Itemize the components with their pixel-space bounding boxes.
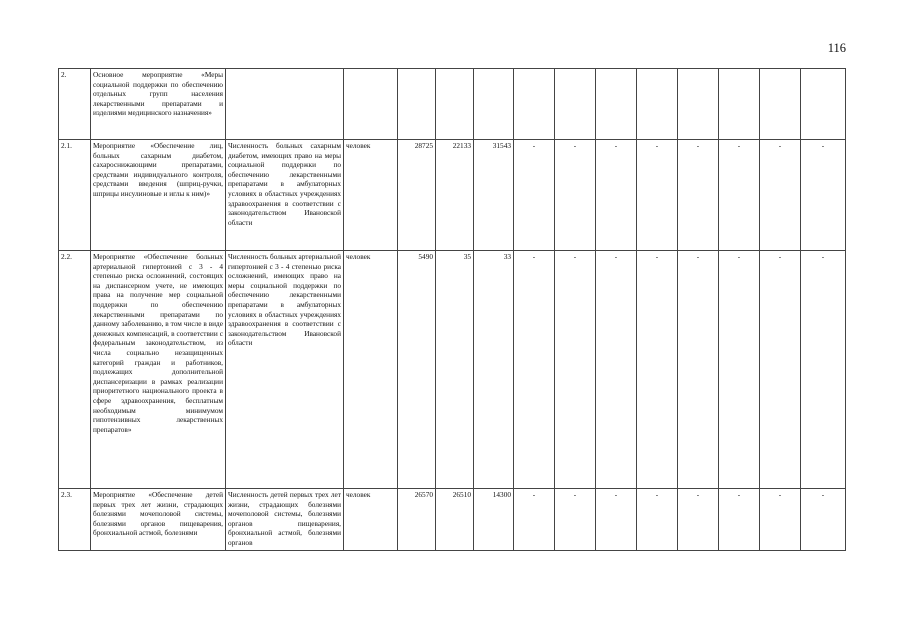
- table-row: [59, 140, 846, 251]
- measure-name: Основное мероприятие «Меры социальной поддержки по обеспечению отдельных групп населения лекарственными препаратами и изделиями медицинского назначения»: [91, 69, 226, 140]
- value-cell: [514, 69, 555, 140]
- row-number: 2.3.: [59, 489, 91, 551]
- value-cell: [474, 69, 514, 140]
- value-cell: -: [555, 140, 596, 251]
- value-cell: -: [801, 140, 846, 251]
- value-cell: 33: [474, 251, 514, 489]
- value-cell: -: [514, 140, 555, 251]
- value-cell: -: [596, 489, 637, 551]
- indicator-name: Численность детей первых трех лет жизни, страдающих болезнями мочеполовой системы, болезнями органов пищеварения, бронхиальной астмой, болезнями органов: [226, 489, 344, 551]
- measure-name: Мероприятие «Обеспечение детей первых трех лет жизни, страдающих болезнями мочеполовой системы, болезнями органов пищеварения, бронхиальной астмой, болезнями: [91, 489, 226, 551]
- unit: человек: [344, 489, 398, 551]
- value-cell: -: [678, 140, 719, 251]
- value-cell: 35: [436, 251, 474, 489]
- value-cell: -: [760, 251, 801, 489]
- value-cell: -: [596, 251, 637, 489]
- value-cell: [398, 69, 436, 140]
- row-number: 2.2.: [59, 251, 91, 489]
- value-cell: [596, 69, 637, 140]
- value-cell: -: [801, 251, 846, 489]
- row-number: 2.: [59, 69, 91, 140]
- value-cell: -: [719, 140, 760, 251]
- value-cell: [436, 69, 474, 140]
- value-cell: 5490: [398, 251, 436, 489]
- value-cell: -: [637, 140, 678, 251]
- value-cell: -: [596, 140, 637, 251]
- row-number: 2.1.: [59, 140, 91, 251]
- value-cell: [760, 69, 801, 140]
- measure-name: Мероприятие «Обеспечение больных артериальной гипертонией с 3 - 4 степенью риска осложнений, состоящих на диспансерном учете, не имеющих права на получение мер социальной поддержки по обеспечению лекарственными препаратами по данному заболеванию, в том числе в виде денежных компенсаций, в соответствии с федеральным законодательством, из числа социально незащищенных категорий граждан и работников, подлежащих дополнительной диспансеризации в рамках реализации приоритетного национального проекта в сфере здравоохранения, бесплатным необходимым минимумом гипотензивных лекарственных препаратов»: [91, 251, 226, 489]
- value-cell: -: [678, 251, 719, 489]
- table-row: [59, 489, 846, 551]
- value-cell: [555, 69, 596, 140]
- value-cell: 31543: [474, 140, 514, 251]
- value-cell: -: [719, 489, 760, 551]
- value-cell: 14300: [474, 489, 514, 551]
- value-cell: [801, 69, 846, 140]
- value-cell: -: [514, 489, 555, 551]
- value-cell: -: [760, 489, 801, 551]
- unit: человек: [344, 140, 398, 251]
- page-number: 116: [827, 41, 846, 55]
- indicator-name: Численность больных артериальной гипертонией с 3 - 4 степенью риска осложнений, имеющих право на меры социальной поддержки по обеспечению лекарственными препаратами в амбулаторных условиях в областных учреждениях здравоохранения в соответствии с законодательством Ивановской области: [226, 251, 344, 489]
- value-cell: 28725: [398, 140, 436, 251]
- value-cell: -: [637, 251, 678, 489]
- value-cell: [678, 69, 719, 140]
- value-cell: -: [555, 251, 596, 489]
- measure-name: Мероприятие «Обеспечение лиц, больных сахарным диабетом, сахароснижающими препаратами, средствами индивидуального контроля, средствами введения (шприц-ручки, шприцы инсулиновые и иглы к ним)»: [91, 140, 226, 251]
- value-cell: 26570: [398, 489, 436, 551]
- value-cell: [637, 69, 678, 140]
- indicator-name: Численность больных сахарным диабетом, имеющих право на меры социальной поддержки по обеспечению лекарственными препаратами в амбулаторных условиях в областных учреждениях здравоохранения в соответствии с законодательством Ивановской области: [226, 140, 344, 251]
- value-cell: -: [760, 140, 801, 251]
- unit: [344, 69, 398, 140]
- value-cell: 26510: [436, 489, 474, 551]
- value-cell: -: [801, 489, 846, 551]
- table-row: [59, 251, 846, 489]
- unit: человек: [344, 251, 398, 489]
- measures-table: [58, 68, 846, 551]
- value-cell: -: [719, 251, 760, 489]
- value-cell: 22133: [436, 140, 474, 251]
- table-row: [59, 69, 846, 140]
- indicator-name: [226, 69, 344, 140]
- value-cell: [719, 69, 760, 140]
- value-cell: -: [514, 251, 555, 489]
- value-cell: -: [555, 489, 596, 551]
- value-cell: -: [637, 489, 678, 551]
- value-cell: -: [678, 489, 719, 551]
